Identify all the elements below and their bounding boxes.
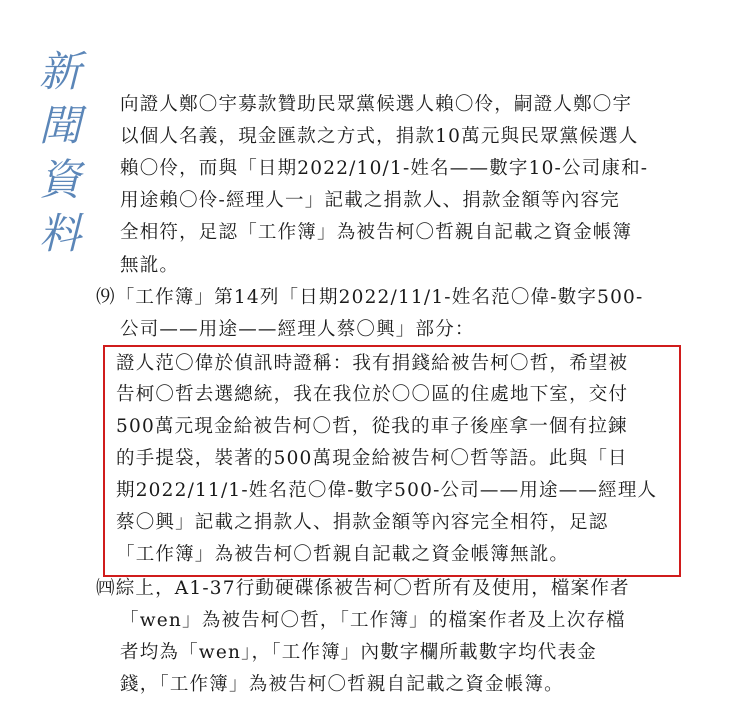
highlighted-line: 的手提袋，裝著的500萬現金給被告柯〇哲等語。此與「日 — [116, 448, 628, 469]
highlighted-line: 蔡〇興」記載之捐款人、捐款金額等內容完全相符，足認 — [116, 512, 609, 533]
highlighted-line: 證人范〇偉於偵訊時證稱：我有捐錢給被告柯〇哲，希望被 — [116, 353, 629, 374]
item-9-heading-line: 公司——用途——經理人蔡〇興」部分： — [120, 319, 475, 340]
side-title-char-2: 聞 — [38, 101, 81, 150]
section-4-line: 「wen」為被告柯〇哲，「工作簿」的檔案作者及上次存檔 — [120, 610, 626, 631]
paragraph-line: 向證人鄭〇宇募款贊助民眾黨候選人賴〇伶，嗣證人鄭〇宇 — [120, 94, 633, 115]
side-title-char-4: 料 — [38, 209, 81, 258]
paragraph-line: 無訛。 — [120, 255, 180, 276]
section-4-line: ㈣綜上，A1-37行動硬碟係被告柯〇哲所有及使用，檔案作者 — [96, 578, 630, 599]
item-9-heading-line: ⑼「工作簿」第14列「日期2022/11/1-姓名范〇偉-數字500- — [96, 287, 644, 308]
paragraph-line: 用途賴〇伶-經理人一」記載之捐款人、捐款金額等內容完 — [120, 190, 620, 211]
highlighted-line: 500萬元現金給被告柯〇哲，從我的車子後座拿一個有拉鍊 — [116, 416, 628, 437]
section-4-line: 錢，「工作簿」為被告柯〇哲親自記載之資金帳簿。 — [120, 674, 564, 695]
paragraph-line: 以個人名義，現金匯款之方式，捐款10萬元與民眾黨候選人 — [120, 126, 639, 147]
section-4-line: 者均為「wen」，「工作簿」內數字欄所載數字均代表金 — [120, 642, 597, 663]
paragraph-line: 賴〇伶，而與「日期2022/10/1-姓名——數字10-公司康和- — [120, 158, 649, 179]
side-title-char-1: 新 — [38, 47, 81, 96]
side-title-char-3: 資 — [38, 155, 81, 204]
paragraph-line: 全相符，足認「工作簿」為被告柯〇哲親自記載之資金帳簿 — [120, 222, 633, 243]
highlighted-line: 「工作簿」為被告柯〇哲親自記載之資金帳簿無訛。 — [116, 544, 570, 565]
highlighted-line: 告柯〇哲去選總統，我在我位於〇〇區的住處地下室，交付 — [116, 384, 629, 405]
highlighted-line: 期2022/11/1-姓名范〇偉-數字500-公司——用途——經理人 — [116, 480, 658, 501]
